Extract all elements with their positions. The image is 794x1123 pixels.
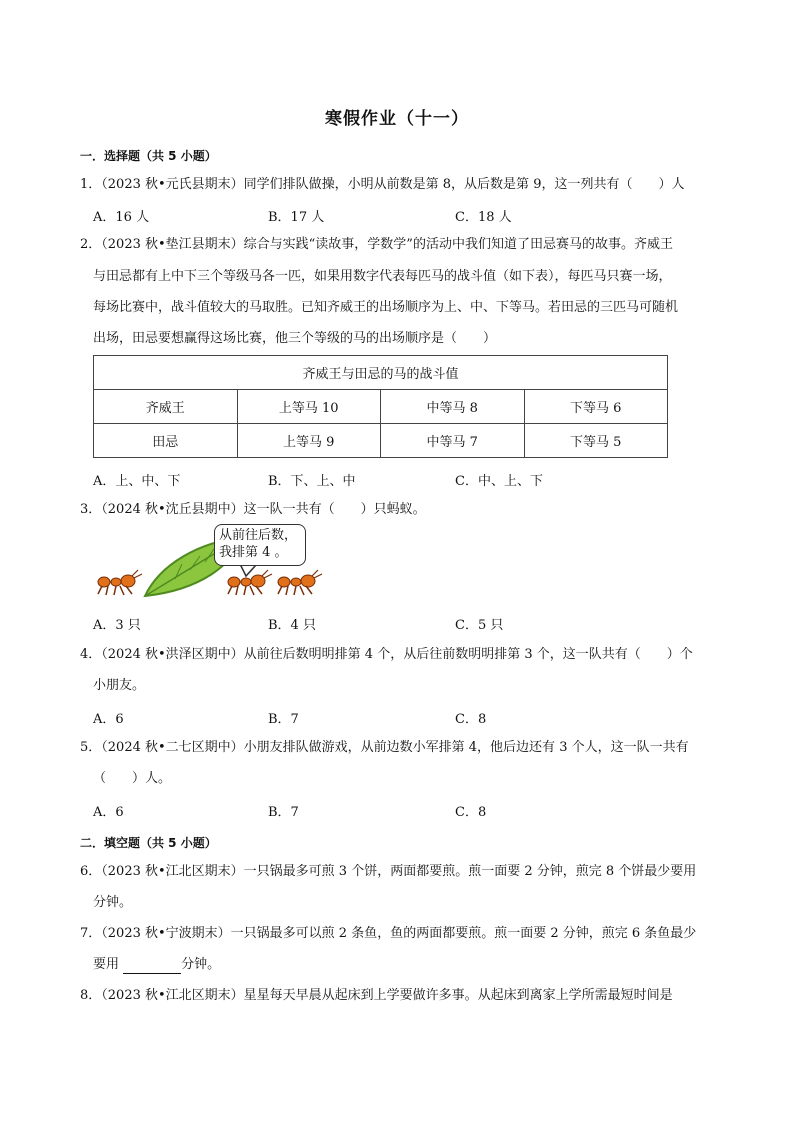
question-4-option-c[interactable]: C．8 [455,712,487,727]
speech-bubble [214,524,306,566]
question-8-text-line-1: 8．（2023 秋•江北区期末）星星每天早晨从起床到上学要做许多事。从起床到离家上学所需最短时间是 [80,988,673,1003]
question-1-text: 1．（2023 秋•元氏县期末）同学们排队做操，小明从前数是第 8，从后数是第 9，这一列共有（ ）人 [80,177,685,192]
question-3-option-a[interactable]: A．3 只 [93,618,141,633]
speech-bubble-line-2: 我排第 4 。 [219,545,288,560]
table-cell: 齐威王 [94,390,238,424]
section-heading-fill: 二．填空题（共 5 小题） [80,836,217,850]
question-2-text-line-4: 出场，田忌要想赢得这场比赛，他三个等级的马的出场顺序是（ ） [93,331,497,346]
speech-bubble-line-1: 从前往后数， [219,528,298,543]
answer-blank[interactable] [123,959,181,974]
question-4-text-line-1: 4．（2024 秋•洪泽区期中）从前往后数明明排第 4 个，从后往前数明明排第 3 个，这一队共有（ ）个 [80,647,693,662]
question-2-option-c[interactable]: C．中、上、下 [455,474,543,489]
question-3-text: 3．（2024 秋•沈丘县期中）这一队一共有（ ）只蚂蚁。 [80,502,426,517]
question-6-text-line-1: 6．（2023 秋•江北区期末）一只锅最多可煎 3 个饼，两面都要煎。煎一面要 2 分钟，煎完 8 个饼最少要用 [80,864,697,879]
page-title: 寒假作业（十一） [325,109,469,129]
table-row [94,424,668,458]
section-heading-choice: 一．选择题（共 5 小题） [80,149,217,163]
question-2-text-line-3: 每场比赛中，战斗值较大的马取胜。已知齐威王的出场顺序为上、中、下等马。若田忌的三匹马可随机 [93,300,679,315]
question-6-text-line-2: 分钟。 [93,895,133,910]
question-2-option-a[interactable]: A．上、中、下 [93,474,181,489]
table-row [94,390,668,424]
table-caption: 齐威王与田忌的马的战斗值 [94,356,668,390]
ant-icon [278,570,322,595]
question-1-option-a[interactable]: A．16 人 [93,210,150,225]
table-cell: 下等马 5 [524,424,668,458]
question-1-option-c[interactable]: C．18 人 [455,210,512,225]
question-5-option-b[interactable]: B．7 [268,805,299,820]
question-7-suffix: 分钟。 [181,957,221,972]
question-2-option-b[interactable]: B．下、上、中 [268,474,356,489]
question-5-text-line-1: 5．（2024 秋•二七区期中）小朋友排队做游戏，从前边数小军排第 4，他后边还有 3 个人，这一队一共有 [80,740,689,755]
question-5-text-line-2: （ ）人。 [93,771,172,786]
table-cell: 中等马 8 [381,390,525,424]
question-4-option-a[interactable]: A．6 [93,712,124,727]
ant-icon [98,570,142,595]
table-cell: 田忌 [94,424,238,458]
table-cell: 上等马 10 [237,390,381,424]
table-cell: 下等马 6 [524,390,668,424]
question-7-prefix: 要用 [93,957,120,972]
question-5-option-c[interactable]: C．8 [455,805,487,820]
question-5-option-a[interactable]: A．6 [93,805,124,820]
question-2-text-line-2: 与田忌都有上中下三个等级马各一匹，如果用数字代表每匹马的战斗值（如下表），每匹马只赛一场， [93,269,672,284]
question-2-text-line-1: 2．（2023 秋•垫江县期末）综合与实践“读故事，学数学”的活动中我们知道了田忌赛马的故事。齐威王 [80,237,673,252]
question-7-text-line-2 [93,956,220,974]
question-3-option-c[interactable]: C．5 只 [455,618,504,633]
question-3-option-b[interactable]: B．4 只 [268,618,316,633]
ant-icon [228,570,272,595]
question-4-option-b[interactable]: B．7 [268,712,299,727]
question-7-text-line-1: 7．（2023 秋•宁波期末）一只锅最多可以煎 2 条鱼，鱼的两面都要煎。煎一面要 2 分钟，煎完 6 条鱼最少 [80,926,697,941]
question-4-text-line-2: 小朋友。 [93,678,146,693]
question-1-option-b[interactable]: B．17 人 [268,210,325,225]
horse-battle-value-table [93,355,668,458]
table-cell: 中等马 7 [381,424,525,458]
table-cell: 上等马 9 [237,424,381,458]
